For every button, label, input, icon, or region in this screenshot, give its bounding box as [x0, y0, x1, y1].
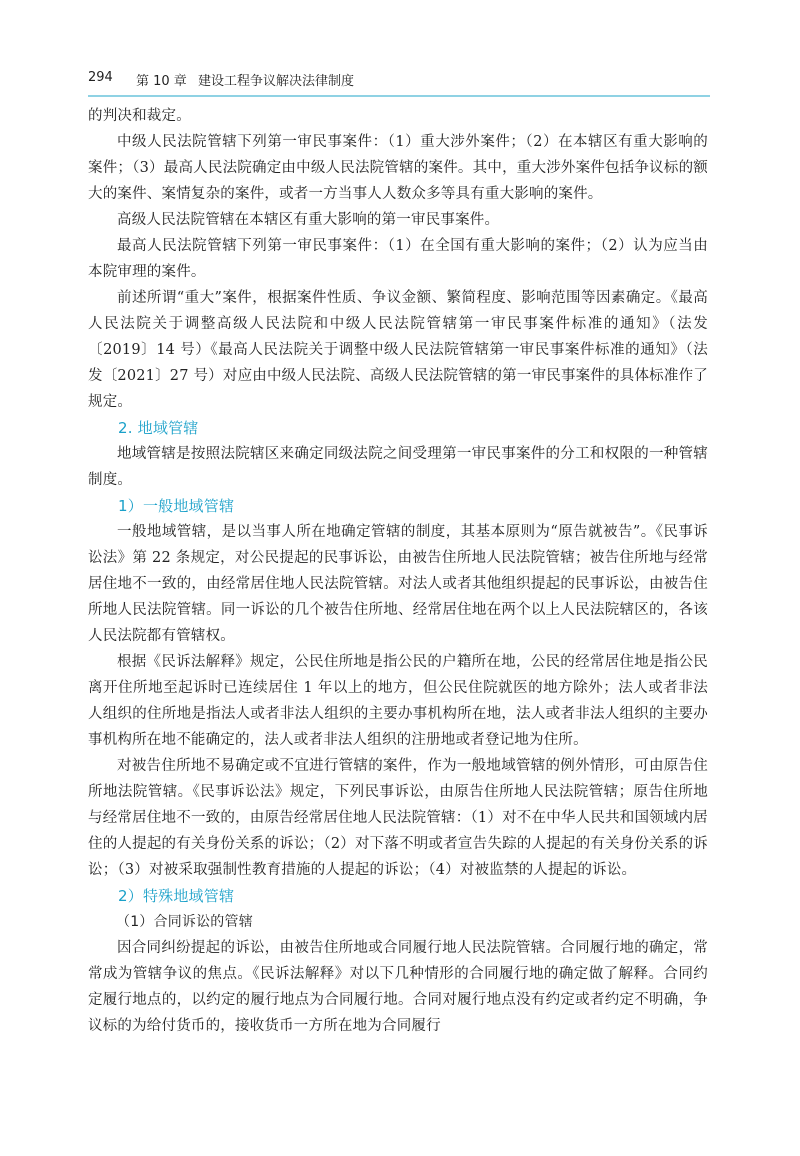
- chapter-title: 建设工程争议解决法律制度: [198, 74, 355, 89]
- subsection-heading: 2）特殊地域管辖: [118, 887, 235, 905]
- chapter-number: 第 10 章: [136, 74, 187, 89]
- paragraph: 一般地域管辖，是以当事人所在地确定管辖的制度，其基本原则为“原告就被告”。《民事诉讼法》第 22 条规定，对公民提起的民事诉讼，由被告住所地人民法院管辖；被告住所地与经常居住地不一致的，由经常居住地人民法院管辖。对法人或者其他组织提起的民事诉讼，由被告住所地人民法院管辖。同一诉讼的几个被告住所地、经常居住地在两个以上人民法院辖区的，各该人民法院都有管辖权。: [88, 524, 708, 644]
- paragraph: 最高人民法院管辖下列第一审民事案件：（1）在全国有重大影响的案件；（2）认为应当由本院审理的案件。: [88, 238, 708, 280]
- section-heading: 2. 地域管辖: [118, 419, 199, 437]
- item-heading: （1）合同诉讼的管辖: [116, 914, 253, 930]
- page-number: 294: [88, 70, 113, 85]
- paragraph: 根据《民诉法解释》规定，公民住所地是指公民的户籍所在地，公民的经常居住地是指公民离开住所地至起诉时已连续居住 1 年以上的地方，但公民住院就医的地方除外；法人或者非法人组织的住所地是指法人或者非法人组织的主要办事机构所在地，法人或者非法人组织的主要办事机构所在地不能确定的，法人或者非法人组织的注册地或者登记地为住所。: [88, 654, 708, 748]
- paragraph: 因合同纠纷提起的诉讼，由被告住所地或合同履行地人民法院管辖。合同履行地的确定，常常成为管辖争议的焦点。《民诉法解释》对以下几种情形的合同履行地的确定做了解释。合同约定履行地点的，以约定的履行地点为合同履行地。合同对履行地点没有约定或者约定不明确，争议标的为给付货币的，接收货币一方所在地为合同履行: [88, 940, 708, 1034]
- paragraph: 地域管辖是按照法院辖区来确定同级法院之间受理第一审民事案件的分工和权限的一种管辖制度。: [88, 446, 708, 488]
- paragraph: 高级人民法院管辖在本辖区有重大影响的第一审民事案件。: [117, 212, 500, 228]
- subsection-heading: 1）一般地域管辖: [118, 497, 235, 515]
- paragraph: 前述所谓“重大”案件，根据案件性质、争议金额、繁简程度、影响范围等因素确定。《最高人民法院关于调整高级人民法院和中级人民法院管辖第一审民事案件标准的通知》（法发〔2019〕14 号）《最高人民法院关于调整中级人民法院管辖第一审民事案件标准的通知》（法发〔2021〕27 号）对应由中级人民法院、高级人民法院管辖的第一审民事案件的具体标准作了规定。: [88, 290, 708, 410]
- running-header: [88, 70, 710, 96]
- paragraph: 中级人民法院管辖下列第一审民事案件：（1）重大涉外案件；（2）在本辖区有重大影响的案件；（3）最高人民法院确定由中级人民法院管辖的案件。其中，重大涉外案件包括争议标的额大的案件、案情复杂的案件，或者一方当事人人数众多等具有重大影响的案件。: [88, 134, 708, 202]
- body-text: [88, 103, 708, 1039]
- paragraph: 对被告住所地不易确定或不宜进行管辖的案件，作为一般地域管辖的例外情形，可由原告住所地法院管辖。《民事诉讼法》规定，下列民事诉讼，由原告住所地人民法院管辖；原告住所地与经常居住地不一致的，由原告经常居住地人民法院管辖：（1）对不在中华人民共和国领域内居住的人提起的有关身份关系的诉讼；（2）对下落不明或者宣告失踪的人提起的有关身份关系的诉讼；（3）对被采取强制性教育措施的人提起的诉讼；（4）对被监禁的人提起的诉讼。: [88, 758, 708, 878]
- header-rule: [88, 95, 710, 97]
- paragraph: 的判决和裁定。: [88, 108, 191, 124]
